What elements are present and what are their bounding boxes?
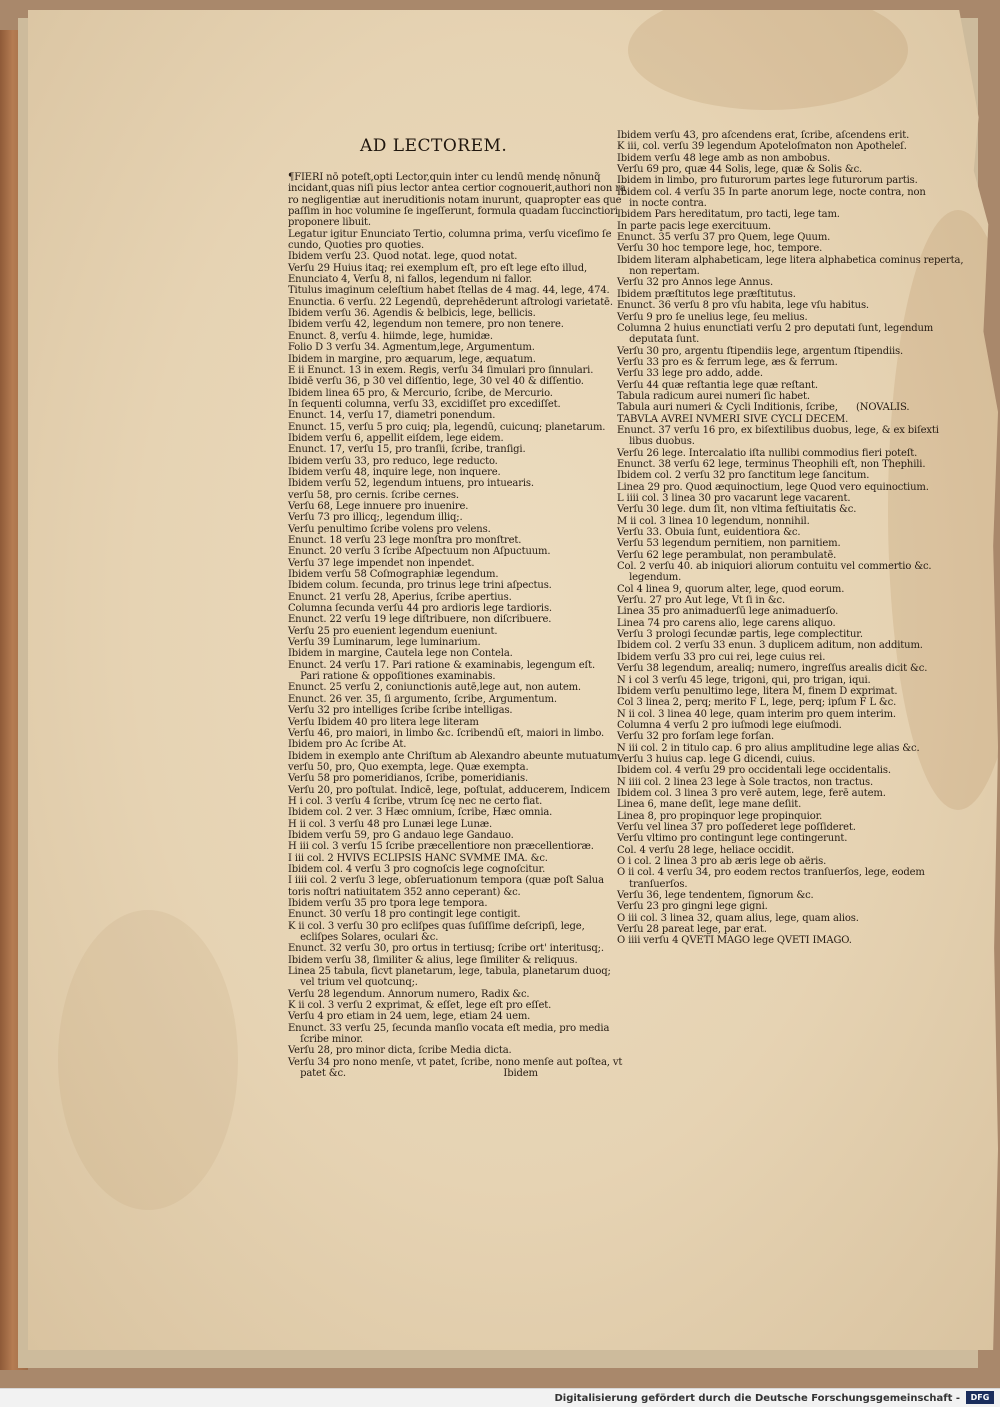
errata-line: Verſu 69 pro, quæ 44 Solis, lege, quæ & Solis &c. (617, 164, 863, 176)
errata-line: Verſu 34 pro nono menſe, vt patet, ſcribe, nono menſe aut poſtea, vt (288, 1056, 623, 1068)
errata-line: Verſu 32 pro forſam lege forſan. (617, 731, 775, 743)
errata-line: Ibidem in exemplo ante Chriſtum ab Alexandro abeunte mutuatum (288, 750, 618, 762)
dfg-logo: DFG (966, 1391, 994, 1404)
errata-line: Verſu 28 legendum. Annorum numero, Radix &c. (288, 988, 530, 1000)
errata-line: Ibidem col. 2 verſu 33 enun. 3 duplicem aditum, non additum. (617, 640, 923, 652)
errata-line: Enunct. 30 verſu 18 pro contingit lege contigit. (288, 909, 521, 921)
errata-line: Ibidem verſu 48, inquire lege, non inquere. (288, 466, 501, 478)
errata-line: Ibidem in limbo, pro futurorum partes lege futurorum partis. (617, 175, 918, 187)
errata-line: Enunct. 8, verſu 4. hiimde, lege, humidæ. (288, 330, 493, 342)
errata-line: Verſu 20, pro poſtulat. Indicē, lege, poſtulat, adducerem, Indicem (288, 784, 611, 796)
errata-line: ro negligentiæ aut ineruditionis notam inurunt, quapropter eas que (288, 194, 622, 206)
errata-line: Ibidem verſu 59, pro G andauo lege Gandauo. (288, 829, 514, 841)
errata-line: Verſu 68, Lege innuere pro inuenire. (288, 500, 469, 512)
errata-line: Verſu 3 prologi ſecundæ partis, lege complectitur. (617, 629, 863, 641)
errata-line: Verſu 23 pro gingni lege gigni. (617, 901, 768, 913)
errata-line: Enunct. 22 verſu 19 lege diſtribuere, non diſcribuere. (288, 614, 552, 626)
errata-line: Verſu 29 Huius itaq; rei exemplum eſt, pro eſt lege eſto illud, (288, 262, 588, 274)
errata-line: Ibidem verſu 38, ſimiliter & alius, lege ſimiliter & reliquus. (288, 954, 578, 966)
errata-line: Legatur igitur Enunciato Tertio, columna prima, verſu viceſimo ſe (288, 228, 612, 240)
errata-line: TABVLA AVREI NVMERI SIVE CYCLI DECEM. (617, 413, 849, 425)
errata-line: Ibidem linea 65 pro, & Mercurio, ſcribe, de Mercurio. (288, 387, 553, 399)
errata-line: Ibidē verſu 36, p 30 vel diſſentio, lege, 30 vel 40 & diſſentio. (288, 376, 584, 388)
errata-line: Verſu penultimo ſcribe volens pro velens. (288, 523, 491, 535)
errata-line: Ibidem præſtitutos lege præſtitutus. (617, 288, 796, 300)
errata-line: ſcribe minor. (288, 1034, 363, 1046)
errata-line: Tabula radicum aurei numeri ſic habet. (617, 390, 810, 402)
errata-line: Linea 74 pro carens alio, lege carens aliquo. (617, 617, 836, 629)
errata-line: Verſu 25 pro euenient legendum eueniunt. (288, 625, 498, 637)
errata-line: Enunctia. 6 verſu. 22 Legendū, deprehēderunt aſtrologi varietatē. (288, 296, 613, 308)
errata-line: O i col. 2 linea 3 pro ab æris lege ob aëris. (617, 856, 827, 867)
errata-line: Linea 6, mane deſit, lege mane deſiit. (617, 799, 802, 811)
errata-line: Verſu 44 quæ reſtantia lege quæ reſtant. (617, 379, 818, 391)
errata-column-left (288, 172, 626, 1080)
errata-line: cundo, Quoties pro quoties. (288, 240, 425, 252)
errata-line: Ibidem verſu 48 lege amb as non ambobus. (617, 152, 831, 164)
errata-line: Folio D 3 verſu 34. Agmentum,lege, Argumentum. (288, 342, 535, 354)
errata-line: non repertam. (617, 266, 700, 278)
errata-line: ¶FIERI nō poteſt,opti Lector,quin inter cu lendū mendę nōnunq̃ (288, 172, 601, 183)
errata-line: Verſu 62 lege perambulat, non perambulatē. (617, 549, 837, 561)
errata-line: Ibidem literam alphabeticam, lege litera alphabetica cominus reperta, (617, 254, 964, 266)
errata-line: Verſu vltimo pro contingunt lege contingerunt. (617, 833, 848, 845)
errata-line: In parte pacis lege exercituum. (617, 220, 771, 232)
errata-line: vel trium vel quotcunq;. (288, 977, 418, 989)
errata-line: in nocte contra. (617, 198, 707, 210)
errata-line: Titulus imaginum celeſtium habet ſtellas de 4 mag. 44, lege, 474. (288, 285, 610, 297)
errata-line: Ibidem in margine, pro æquarum, lege, æquatum. (288, 353, 536, 365)
errata-line: O iii col. 3 linea 32, quam alius, lege, quam alios. (617, 912, 859, 924)
errata-line: Ibidem verſu 33, pro reduco, lege reducto. (288, 455, 498, 467)
errata-line: Verſu 28 pareat lege, par erat. (617, 924, 767, 936)
stain-left (58, 910, 238, 1210)
errata-line: Enunct. 14, verſu 17, diametri ponendum. (288, 410, 496, 422)
errata-line: Linea 8, pro propinquor lege propinquior. (617, 810, 823, 822)
errata-line: H iii col. 3 verſu 15 ſcribe præcellentiore non præcellentioræ. (288, 841, 594, 853)
errata-line: Enunct. 33 verſu 25, ſecunda manſio vocata eſt media, pro media (288, 1022, 610, 1034)
errata-line: deputata ſunt. (617, 334, 700, 346)
errata-line: Enunct. 18 verſu 23 lege monſtra pro monſtret. (288, 535, 522, 546)
errata-line: legendum. (617, 572, 682, 584)
errata-line: In ſequenti columna, verſu 33, excidiſſet pro excediſſet. (288, 398, 561, 410)
errata-line: N i col 3 verſu 45 lege, trigoni, qui, pro trigan, iqui. (617, 674, 871, 686)
errata-line: Enunct. 32 verſu 30, pro ortus in tertiusq; ſcribe ort' interitusq;. (288, 943, 604, 955)
footer-credit: Digitalisierung gefördert durch die Deutsche Forschungsgemeinschaft - (554, 1393, 960, 1404)
errata-line: Pari ratione & oppoſitiones examinabis. (288, 671, 496, 683)
errata-line: Enunct. 38 verſu 62 lege, terminus Theophili eſt, non Thephili. (617, 458, 926, 470)
page-title: AD LECTOREM. (360, 136, 508, 156)
errata-line: Verſu 33 lege pro addo, adde. (617, 368, 763, 380)
errata-line: Ibidem verſu 43, pro aſcendens erat, ſcribe, aſcendens erit. (617, 130, 910, 141)
errata-line: Ibidem verſu 23. Quod notat. lege, quod notat. (288, 251, 518, 263)
errata-line: Ibidem verſu penultimo lege, litera M, finem D exprimat. (617, 685, 898, 697)
errata-line: Verſu 38 legendum, arealiq; numero, ingreſſus arealis dicit &c. (617, 663, 928, 675)
errata-line: N iiii col. 2 linea 23 lege à Sole tractos, non tractus. (617, 776, 874, 788)
errata-line: Enunct. 26 ver. 35, ſi argumento, ſcribe, Argumentum. (288, 693, 557, 705)
errata-line: Ibidem col. 2 ver. 3 Hæc omnium, ſcribe, Hæc omnia. (288, 807, 553, 819)
errata-line: libus duobus. (617, 436, 695, 448)
errata-line: Verſu 4 pro etiam in 24 uem, lege, etiam 24 uem. (288, 1011, 531, 1023)
errata-line: Ibidem verſu 6, appellit eiſdem, lege eidem. (288, 432, 504, 444)
errata-line: Col 4 linea 9, quorum alter, lege, quod eorum. (617, 583, 845, 595)
errata-line: Verſu 9 pro ſe unelius lege, ſeu melius. (617, 311, 808, 323)
errata-line: Enunct. 37 verſu 16 pro, ex biſextilibus duobus, lege, & ex biſexti (617, 424, 939, 436)
errata-line: Verſu 33 pro es & ferrum lege, æs & ferrum. (617, 356, 838, 368)
errata-line: Verſu 3 huius cap. lege G dicendi, cuius. (617, 753, 816, 765)
errata-line: Ibidem col. 4 verſu 3 pro cognoſcis lege cognoſcitur. (288, 863, 546, 875)
errata-line: Ibidem verſu 33 pro cui rei, lege cuius rei. (617, 651, 826, 663)
errata-line: Ibidem Pars hereditatum, pro tacti, lege tam. (617, 209, 840, 221)
errata-line: Verſu 30 lege. dum ſit, non vltima feſtiuitatis &c. (617, 504, 857, 516)
errata-line: L iiii col. 3 linea 30 pro vacarunt lege vacarent. (617, 493, 851, 504)
errata-line: Col 3 linea 2, perq; merito F L, lege, perq; ipſum F L &c. (617, 697, 897, 709)
errata-line: Verſu. 27 pro Aut lege, Vt ſi in &c. (617, 595, 786, 607)
errata-line: Verſu 26 lege. Intercalatio iſta nullibi commodius fieri poteſt. (617, 447, 918, 459)
errata-line: Enunct. 36 verſu 8 pro vſu habita, lege vſu habitus. (617, 300, 869, 312)
errata-line: Verſu Ibidem 40 pro litera lege literam (288, 716, 479, 728)
errata-line: Columna ſecunda verſu 44 pro ardioris lege tardioris. (288, 603, 552, 615)
errata-line: Enunct. 25 verſu 2, coniunctionis autē,lege aut, non autem. (288, 682, 581, 694)
errata-line: Ibidem col. 4 verſu 35 In parte anorum lege, nocte contra, non (617, 186, 926, 198)
errata-line: incidant,quas niſi pius lector antea certior cognouerit,authori non ra (288, 183, 626, 195)
errata-line: paſſim in hoc volumine ſe ingeſſerunt, formula quadam ſuccinctiori (288, 206, 618, 218)
errata-line: H ii col. 3 verſu 48 pro Lunæi lege Lunæ. (288, 818, 493, 830)
errata-line: Verſu 32 pro intelliges ſcribe ſcribe intelligas. (288, 705, 513, 717)
errata-line: Verſu 46, pro maiori, in limbo &c. ſcribendū eſt, maiori in limbo. (288, 727, 605, 739)
errata-line: E ii Enunct. 13 in exem. Regis, verſu 34 ſimulari pro ſinnulari. (288, 364, 594, 376)
errata-line: Enunct. 24 verſu 17. Pari ratione & examinabis, legengum eſt. (288, 659, 595, 671)
errata-line: Ibidem verſu 42, legendum non temere, pro non tenere. (288, 319, 564, 331)
errata-line: Verſu 30 pro, argentu ſtipendiis lege, argentum ſtipendiis. (617, 345, 904, 357)
errata-line: Columna 4 verſu 2 pro iuſmodi lege eiuſmodi. (617, 719, 842, 731)
errata-line: proponere libuit. (288, 217, 371, 229)
errata-line: Enunct. 21 verſu 28, Aperius, ſcribe apertius. (288, 591, 512, 603)
errata-line: K ii col. 3 verſu 2 exprimat, & eſſet, lege eſt pro eſſet. (288, 1000, 552, 1012)
errata-line: ecliſpes Solares, oculari &c. (288, 932, 439, 944)
errata-line: Enunct. 35 verſu 37 pro Quem, lege Quum. (617, 232, 831, 244)
errata-line: Ibidem col. 3 linea 3 pro verē autem, lege, ferē autem. (617, 787, 886, 799)
errata-line: Ibidem in margine, Cautela lege non Contela. (288, 648, 513, 660)
errata-line: K ii col. 3 verſu 30 pro ecliſpes quas ſuſiſſime deſcripſi, lege, (288, 920, 585, 932)
errata-line: I iii col. 2 HVIVS ECLIPSIS HANC SVMME IMA. &c. (288, 852, 548, 864)
errata-line: Tabula auri numeri & Cycli Inditionis, ſcribe, (NOVALIS. (617, 402, 910, 414)
errata-line: verſu 50, pro, Quo exempta, lege. Quæ exempta. (288, 761, 529, 773)
errata-line: N iii col. 2 in titulo cap. 6 pro alius amplitudine lege alias &c. (617, 742, 920, 754)
errata-line: Ibidem col. 2 verſu 32 pro ſanctitum lege ſancitum. (617, 470, 870, 482)
errata-line: K iii, col. verſu 39 legendum Apoteloſmaton non Apotheleſ. (617, 141, 907, 153)
errata-line: Ibidem pro Ac ſcribe At. (288, 739, 407, 751)
errata-line: patet &c. Ibidem (288, 1068, 538, 1080)
errata-line: Ibidem verſu 52, legendum intuens, pro intuearis. (288, 478, 534, 490)
errata-line: Col. 2 verſu 40. ab iniquiori aliorum contuitu vel commertio &c. (617, 561, 932, 573)
errata-line: Linea 29 pro. Quod æquinoctium, lege Quod vero equinoctium. (617, 481, 929, 493)
errata-line: Verſu 32 pro Annos lege Annus. (617, 277, 774, 289)
errata-line: Verſu 28, pro minor dicta, ſcribe Media dicta. (288, 1045, 512, 1057)
errata-line: Verſu 37 lege impendet non inpendet. (288, 557, 475, 569)
errata-line: Ibidem verſu 36. Agendis & belbicis, lege, bellicis. (288, 308, 536, 320)
errata-line: Enunct. 20 verſu 3 ſcribe Aſpectuum non Aſpuctuum. (288, 546, 551, 558)
errata-line: Ibidem verſu 58 Coſmographiæ legendum. (288, 569, 499, 581)
errata-line: M ii col. 3 linea 10 legendum, nonnihil. (617, 515, 810, 527)
errata-line: Enunct. 17, verſu 15, pro tranſii, ſcribe, tranſigi. (288, 444, 526, 456)
errata-line: Enunct. 15, verſu 5 pro cuiq; pla, legendū, cuicunq; planetarum. (288, 421, 606, 433)
errata-line: Verſu 58 pro pomeridianos, ſcribe, pomeridianis. (288, 773, 528, 785)
errata-line: Verſu 73 pro illicq;, legendum illiq;. (288, 512, 463, 524)
errata-line: Verſu 36, lege tendentem, ſignorum &c. (617, 890, 814, 902)
errata-line: O iiii verſu 4 QVETI MAGO lege QVETI IMAGO. (617, 935, 852, 947)
errata-line: Linea 25 tabula, ſicvt planetarum, lege, tabula, planetarum duoq; (288, 966, 611, 978)
errata-line: Columna 2 huius enunctiati verſu 2 pro deputati ſunt, legendum (617, 322, 934, 334)
errata-line: Linea 35 pro animaduerſū lege animaduerſo. (617, 606, 839, 618)
errata-line: Ibidem colum. ſecunda, pro trinus lege trini aſpectus. (288, 580, 552, 592)
errata-line: verſu 58, pro cernis. ſcribe cernes. (288, 489, 459, 501)
errata-line: Verſu vel linea 37 pro poſſederet lege poſſideret. (617, 821, 856, 833)
errata-line: Verſu 53 legendum pernitiem, non parnitiem. (617, 538, 841, 550)
errata-column-right (617, 130, 964, 947)
stain-top (628, 0, 908, 110)
errata-line: Enunciato 4, Verſu 8, ni fallos, legendum ni fallor. (288, 274, 533, 286)
errata-line: Ibidem verſu 35 pro tpora lege tempora. (288, 898, 488, 909)
errata-line: N ii col. 3 linea 40 lege, quam interim pro quem interim. (617, 708, 896, 720)
errata-line: Ibidem col. 4 verſu 29 pro occidentali lege occidentalis. (617, 765, 891, 777)
errata-line: Verſu 33. Obuia ſunt, euidentiora &c. (617, 527, 801, 539)
errata-line: I iiii col. 2 verſu 3 lege, obſeruationum tempora (quæ poſt Salua (288, 875, 604, 887)
errata-line: Verſu 39 Luminarum, lege luminarium. (288, 637, 481, 649)
errata-line: O ii col. 4 verſu 34, pro eodem rectos tranſuerſos, lege, eodem (617, 867, 925, 879)
errata-line: toris noſtri natiuitatem 352 anno ceperant) &c. (288, 886, 521, 898)
errata-line: Col. 4 verſu 28 lege, heliace occidit. (617, 844, 795, 856)
errata-line: H i col. 3 verſu 4 ſcribe, vtrum ſcę nec ne certo fiat. (288, 795, 543, 807)
errata-line: Verſu 30 hoc tempore lege, hoc, tempore. (617, 243, 823, 255)
errata-line: tranſuerſos. (617, 878, 688, 890)
